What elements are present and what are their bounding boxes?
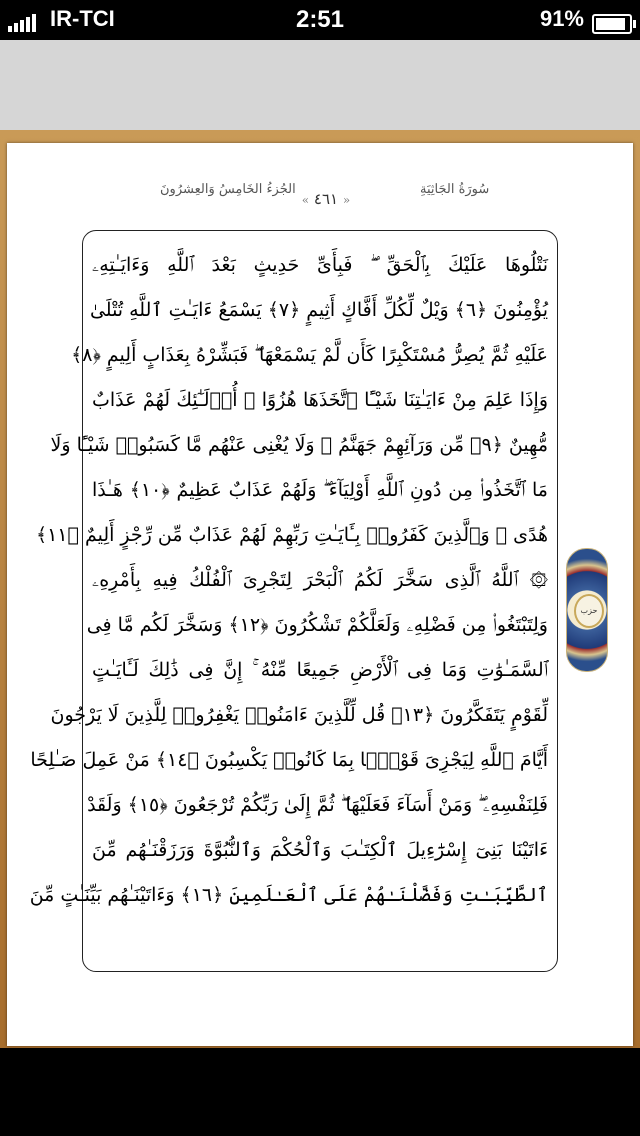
page-number-value: ٤٦١ [313,190,339,208]
bottom-area [0,1048,640,1136]
verse-line[interactable]: مُّهِينٌ ﴿٩﴾ مِّن وَرَآئِهِمْ جَهَنَّمُ ۖ وَلَا يُغْنِى عَنْهُم مَّا كَسَبُوا۟ شَيْـًٔا وَلَا [50,434,548,456]
verse-line[interactable]: عَلَيْهِ ثُمَّ يُصِرُّ مُسْتَكْبِرًا كَأَن لَّمْ يَسْمَعْهَا ۖ فَبَشِّرْهُ بِعَذَابٍ أَلِيمٍ ﴿٨﴾ [71,344,548,366]
verse-line[interactable]: نَتْلُوهَا عَلَيْكَ بِٱلْحَقِّ ۖ فَبِأَىِّ حَدِيثٍ بَعْدَ ٱللَّهِ وَءَايَـٰتِهِۦ [92,254,548,276]
verse-line[interactable]: هُدًى ۖ وَٱلَّذِينَ كَفَرُوا۟ بِـَٔايَـٰتِ رَبِّهِمْ لَهُمْ عَذَابٌ مِّن رِّجْزٍ أَلِيمٌ ﴿١١﴾ [35,524,548,546]
verse-line[interactable]: ٱلطَّيِّبَـٰتِ وَفَضَّلْنَـٰهُمْ عَلَى ٱلْعَـٰلَمِينَ ﴿١٦﴾ وَءَاتَيْنَـٰهُم بَيِّنَـٰتٍ مِّنَ [29,884,548,906]
surah-header: سُورَةُ الجَاثِيَةِ [420,182,490,197]
verse-line[interactable]: فَلِنَفْسِهِۦ ۖ وَمَنْ أَسَآءَ فَعَلَيْهَا ۖ ثُمَّ إِلَىٰ رَبِّكُمْ تُرْجَعُونَ ﴿١٥﴾ وَلَقَدْ [87,794,548,816]
page-number-ornament-right: » [342,193,351,207]
juz-header: الجُزءُ الخَامِسُ وَالعِشرُونَ [160,182,296,197]
carrier-name: IR-TCI [50,6,115,31]
verse-line[interactable]: ٱلسَّمَـٰوَٰتِ وَمَا فِى ٱلْأَرْضِ جَمِيعًا مِّنْهُ ۚ إِنَّ فِى ذَٰلِكَ لَـَٔايَـٰتٍ [92,659,548,681]
verse-line[interactable]: أَيَّامَ ٱللَّهِ لِيَجْزِىَ قَوْمًۢا بِمَا كَانُوا۟ يَكْسِبُونَ ﴿١٤﴾ مَنْ عَمِلَ صَـٰلِحًا [30,749,548,771]
battery-icon [592,14,632,34]
verse-line[interactable]: يُؤْمِنُونَ ﴿٦﴾ وَيْلٌ لِّكُلِّ أَفَّاكٍ أَثِيمٍ ﴿٧﴾ يَسْمَعُ ءَايَـٰتِ ٱللَّهِ تُتْلَىٰ [89,299,548,321]
verse-line[interactable]: ۞ ٱللَّهُ ٱلَّذِى سَخَّرَ لَكُمُ ٱلْبَحْرَ لِتَجْرِىَ ٱلْفُلْكُ فِيهِ بِأَمْرِهِۦ [92,569,548,591]
verse-line[interactable]: مَا ٱتَّخَذُوا۟ مِن دُونِ ٱللَّهِ أَوْلِيَآءَ ۖ وَلَهُمْ عَذَابٌ عَظِيمٌ ﴿١٠﴾ هَـٰذَا [92,479,548,501]
clock: 2:51 [295,6,345,33]
verse-line[interactable]: لِّقَوْمٍ يَتَفَكَّرُونَ ﴿١٣﴾ قُل لِّلَّذِينَ ءَامَنُوا۟ يَغْفِرُوا۟ لِلَّذِينَ لَا يَرْجُونَ [50,704,548,726]
hizb-marker-icon[interactable] [566,548,608,672]
page-number-ornament-left: « [301,193,310,207]
hizb-marker-label: حزب [574,594,604,628]
status-bar [0,0,640,40]
page-number [300,190,352,208]
verse-line[interactable]: وَإِذَا عَلِمَ مِنْ ءَايَـٰتِنَا شَيْـًٔا ٱتَّخَذَهَا هُزُوًا ۚ أُو۟لَـٰٓئِكَ لَهُمْ عَذَابٌ [92,389,548,411]
verse-line[interactable]: ءَاتَيْنَا بَنِىٓ إِسْرَٰٓءِيلَ ٱلْكِتَـٰبَ وَٱلْحُكْمَ وَٱلنُّبُوَّةَ وَرَزَقْنَـٰهُم مِّنَ [92,839,548,861]
verse-line[interactable]: وَلِتَبْتَغُوا۟ مِن فَضْلِهِۦ وَلَعَلَّكُمْ تَشْكُرُونَ ﴿١٢﴾ وَسَخَّرَ لَكُم مَّا فِى [86,614,548,636]
battery-percent: 91% [539,6,584,31]
